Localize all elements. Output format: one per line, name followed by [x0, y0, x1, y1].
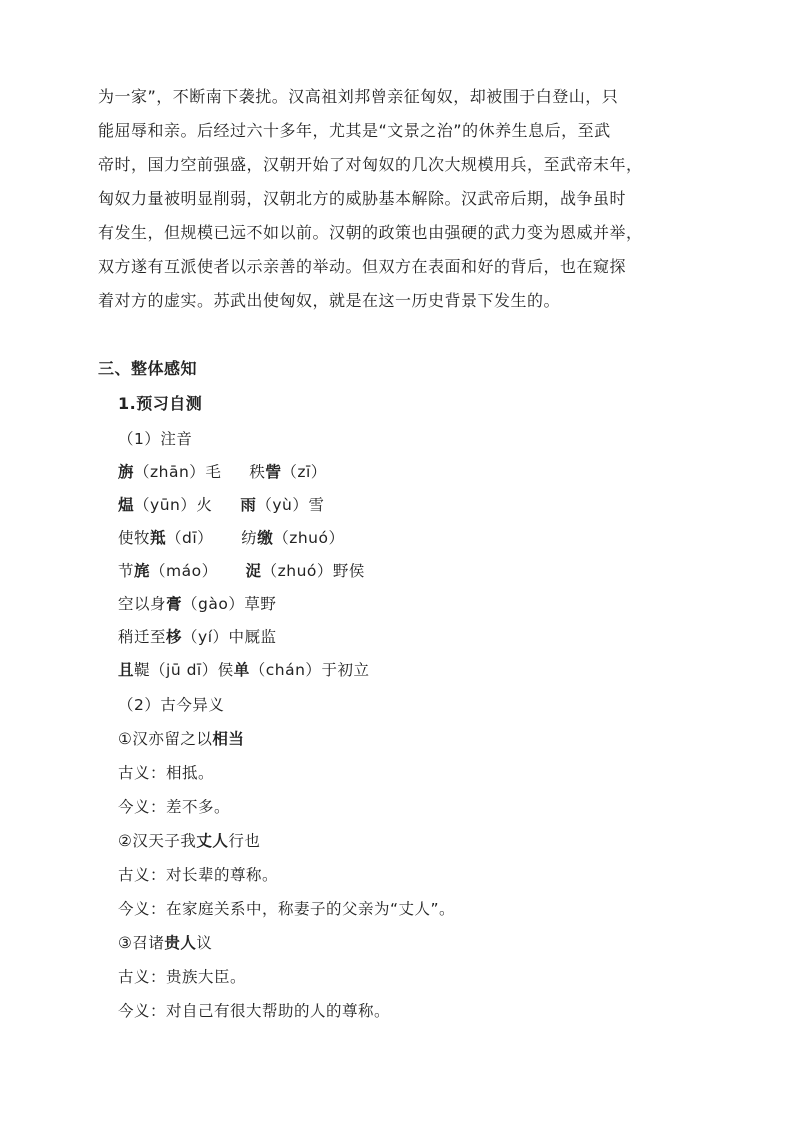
text: 使牧	[118, 529, 151, 547]
paragraph-line: 能屈辱和亲。后经过六十多年，尤其是“文景之治”的休养生息后，至武	[98, 121, 611, 140]
pinyin: （yí）	[182, 628, 229, 646]
pinyin: （máo）	[150, 562, 218, 580]
pinyin-row	[118, 659, 369, 681]
pinyin: （yūn）	[134, 496, 197, 514]
pinyin: （zhuó）	[261, 562, 333, 580]
gujin-item-title	[118, 728, 244, 750]
jin-meaning: 今义：在家庭关系中，称妻子的父亲为“丈人”。	[118, 900, 456, 918]
text: ①汉亦留之以	[118, 730, 213, 748]
gu-meaning: 古义：对长辈的尊称。	[118, 866, 279, 884]
subsection-title: 1.预习自测	[118, 394, 203, 413]
target-char: 旄	[134, 562, 151, 580]
text: 行也	[228, 832, 261, 850]
pinyin: （zhuó）	[273, 529, 345, 547]
pinyin: （gào）	[182, 595, 245, 613]
text: 鞮	[134, 661, 151, 679]
pinyin: （chán）	[249, 661, 322, 679]
gujin-label: （2）古今异义	[118, 696, 225, 714]
gu-meaning: 古义：贵族大臣。	[118, 968, 247, 986]
paragraph-line: 有发生，但规模已远不如以前。汉朝的政策也由强硬的武力变为恩威并举，	[98, 223, 643, 242]
text: 议	[196, 934, 213, 952]
target-char: 訾	[265, 463, 282, 481]
gu-meaning: 古义：相抵。	[118, 764, 215, 782]
gujin-item-title	[118, 932, 212, 954]
text: 火	[196, 496, 213, 514]
jin-meaning: 今义：差不多。	[118, 798, 231, 816]
target-char: 浞	[245, 562, 262, 580]
text: 野侯	[332, 562, 365, 580]
target-char: 单	[233, 661, 250, 679]
target-word: 丈人	[196, 832, 229, 850]
pinyin-label: （1）注音	[118, 430, 193, 448]
target-char: 膏	[166, 595, 183, 613]
section-title: 三、整体感知	[98, 359, 198, 378]
pinyin: （dī）	[166, 529, 214, 547]
paragraph-line: 帝时，国力空前强盛，汉朝开始了对匈奴的几次大规模用兵，至武帝末年，	[98, 155, 643, 174]
pinyin: （yù）	[256, 496, 309, 514]
target-char: 羝	[150, 529, 167, 547]
text: 纺	[241, 529, 258, 547]
target-char: 缴	[257, 529, 274, 547]
target-char: 且	[118, 661, 135, 679]
pinyin: （zī）	[281, 463, 327, 481]
paragraph-line: 双方遂有互派使者以示亲善的举动。但双方在表面和好的背后，也在窥探	[98, 257, 627, 276]
text: 雪	[308, 496, 325, 514]
text: 草野	[244, 595, 277, 613]
target-char: 旃	[118, 463, 135, 481]
paragraph-line: 为一家”，不断南下袭扰。汉高祖刘邦曾亲征匈奴，却被围于白登山，只	[98, 87, 619, 106]
pinyin-row	[118, 494, 324, 516]
text: 于初立	[321, 661, 370, 679]
background-paragraph	[98, 80, 698, 318]
target-char: 栘	[166, 628, 183, 646]
text: ③召诸	[118, 934, 165, 952]
paragraph-line: 匈奴力量被明显削弱，汉朝北方的威胁基本解除。汉武帝后期，战争虽时	[98, 189, 627, 208]
text: 稍迁至	[118, 628, 167, 646]
text: 毛	[205, 463, 222, 481]
target-word: 贵人	[164, 934, 197, 952]
text: 秩	[249, 463, 266, 481]
paragraph-line: 着对方的虚实。苏武出使匈奴，就是在这一历史背景下发生的。	[98, 291, 561, 310]
pinyin-row	[118, 560, 365, 582]
pinyin: （zhān）	[134, 463, 206, 481]
pinyin-row	[118, 626, 277, 648]
pinyin-row	[118, 593, 276, 615]
target-word: 相当	[212, 730, 245, 748]
gujin-item-title	[118, 830, 260, 852]
text: 空以身	[118, 595, 167, 613]
text: 节	[118, 562, 135, 580]
pinyin-row	[118, 527, 345, 549]
target-char: 煴	[118, 496, 135, 514]
text: 中厩监	[228, 628, 277, 646]
jin-meaning: 今义：对自己有很大帮助的人的尊称。	[118, 1002, 391, 1020]
pinyin: （jū dī）	[150, 661, 218, 679]
text: ②汉天子我	[118, 832, 197, 850]
pinyin-row	[118, 461, 327, 483]
target-char: 雨	[240, 496, 257, 514]
text: 侯	[217, 661, 234, 679]
